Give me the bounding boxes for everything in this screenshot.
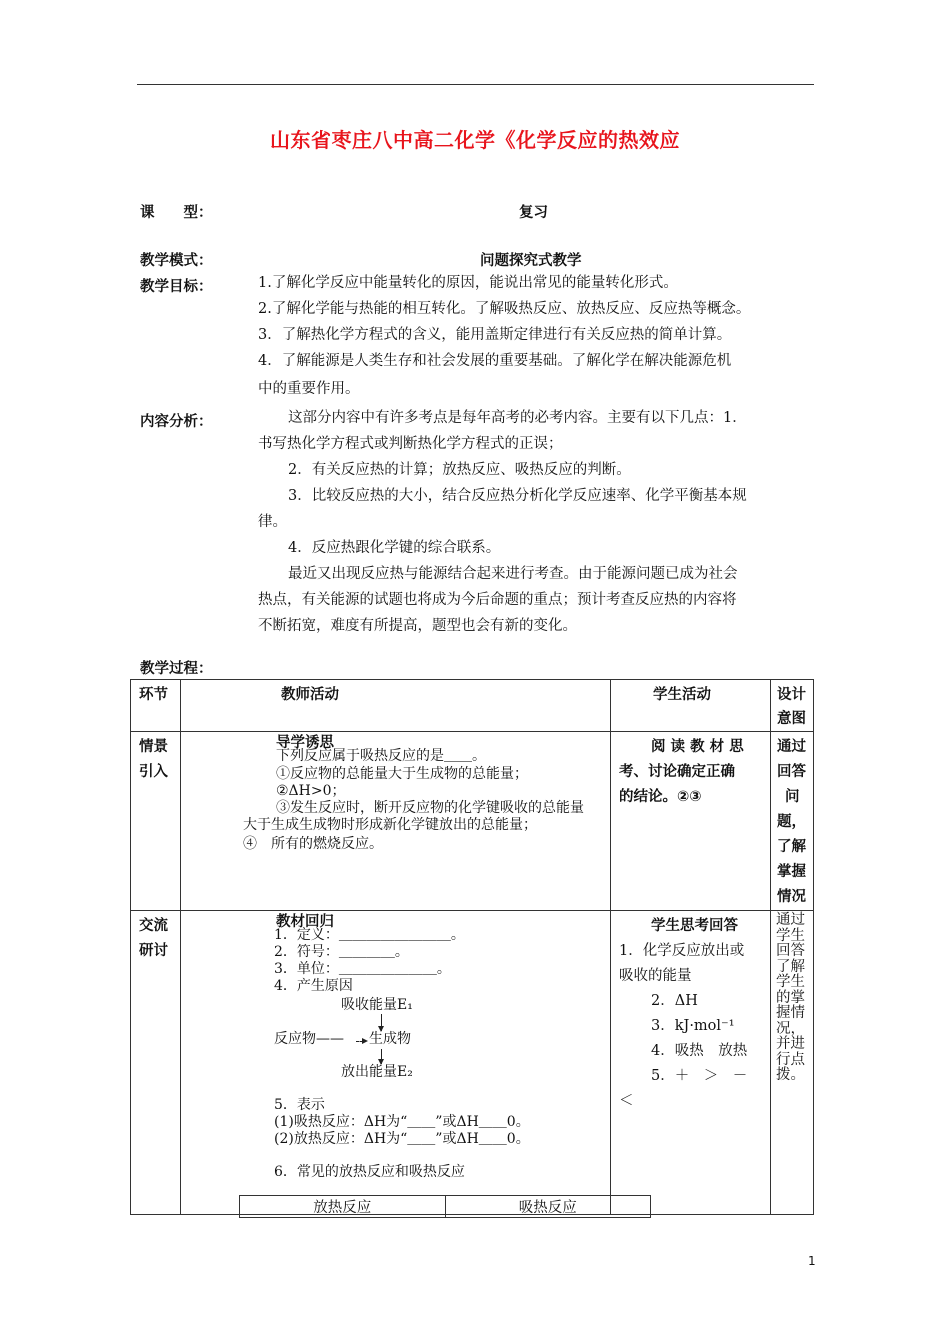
option-line: ③发生反应时，断开反应物的化学键吸收的总能量 <box>276 800 584 816</box>
content-analysis <box>258 405 814 639</box>
goal-item: 4．了解能源是人类生存和社会发展的重要基础。了解化学在解决能源危机 <box>258 353 732 369</box>
intent-cell <box>771 911 814 1215</box>
header-intent: 设计 意图 <box>771 680 814 732</box>
intent-text: 回答 <box>777 764 806 780</box>
intent-text: 学生 <box>776 927 805 944</box>
reaction-types-table <box>239 1195 651 1218</box>
student-answer: 4．吸热 放热 <box>651 1043 748 1059</box>
intent-text: 掌握 <box>777 864 806 880</box>
stage-text: 研讨 <box>139 943 168 959</box>
header-student: 学生活动 <box>611 680 771 732</box>
student-answer: 3．kJ·mol⁻¹ <box>651 1018 735 1034</box>
lesson-table <box>130 679 814 1215</box>
table-header-row <box>131 680 814 732</box>
common-title: 6．常见的放热反应和吸热反应 <box>274 1164 465 1180</box>
student-answer: 吸收的能量 <box>619 968 692 984</box>
goal-item: 中的重要作用。 <box>258 381 360 397</box>
header-teacher: 教师活动 <box>181 680 611 732</box>
mode-value: 问题探究式教学 <box>480 253 582 269</box>
header-rule <box>137 84 814 85</box>
student-answer: ＜ <box>619 1093 634 1109</box>
option-line: 大于生成生成物时形成新化学键放出的总能量； <box>243 817 537 833</box>
review-line: 1．定义：＿＿＿＿＿＿＿＿。 <box>274 927 465 943</box>
exothermic-header: 放热反应 <box>240 1196 446 1218</box>
process-label: 教学过程： <box>140 661 213 677</box>
represent-line: (2)放热反应：ΔH为“＿＿”或ΔH＿＿0。 <box>274 1131 530 1147</box>
intent-text: 并进 <box>776 1036 805 1052</box>
teacher-cell <box>181 911 611 1215</box>
content-line: 书写热化学方程式或判断热化学方程式的正误； <box>258 436 563 452</box>
content-line: 这部分内容中有许多考点是每年高考的必考内容。主要有以下几点：1． <box>288 410 747 426</box>
goal-item: 3．了解热化学方程式的含义，能用盖斯定律进行有关反应热的简单计算。 <box>258 327 732 343</box>
content-line: 2．有关反应热的计算；放热反应、吸热反应的判断。 <box>288 462 631 478</box>
review-line: 2．符号：＿＿＿＿。 <box>274 944 409 960</box>
absorb-energy-label: 吸收能量E₁ <box>341 997 413 1013</box>
student-text: 的结论。②③ <box>619 789 702 805</box>
intent-text: 行点 <box>776 1051 805 1068</box>
content-line: 热点，有关能源的试题也将成为今后命题的重点；预计考查反应热的内容将 <box>258 592 737 608</box>
intent-text: 的掌 <box>776 989 805 1006</box>
represent-line: (1)吸热反应：ΔH为“＿＿”或ΔH＿＿0。 <box>274 1114 530 1130</box>
section-title: 教材回归 <box>276 914 334 930</box>
stage-cell <box>131 911 181 1215</box>
table-row <box>131 732 814 911</box>
student-text: 阅 读 教 材 思 <box>651 739 744 755</box>
content-line: 不断拓宽，难度有所提高，题型也会有新的变化。 <box>258 618 577 634</box>
endothermic-header: 吸热反应 <box>445 1196 651 1218</box>
page-number: 1 <box>808 1254 816 1268</box>
content-line: 4．反应热跟化学键的综合联系。 <box>288 540 501 556</box>
student-cell <box>611 732 771 911</box>
option-line: ①反应物的总能量大于生成物的总能量； <box>276 766 528 782</box>
intent-text: 回答 <box>776 943 805 959</box>
stage-text: 交流 <box>139 918 168 934</box>
student-answer: 2．ΔH <box>651 993 698 1009</box>
header-stage: 环节 <box>131 680 181 732</box>
content-label: 内容分析： <box>140 414 213 430</box>
page-title: 山东省枣庄八中高二化学《化学反应的热效应 <box>270 128 680 152</box>
option-line: ②ΔH>0； <box>276 783 346 799</box>
content-line: 3．比较反应热的大小，结合反应热分析化学反应速率、化学平衡基本规 <box>288 488 747 504</box>
intent-text: 了解 <box>776 958 805 975</box>
intent-text: 题， <box>777 814 806 830</box>
goal-item: 1.了解化学反应中能量转化的原因，能说出常见的能量转化形式。 <box>258 275 678 291</box>
stage-cell <box>131 732 181 911</box>
student-text: 考、讨论确定正确 <box>619 764 735 780</box>
goal-list <box>258 270 814 402</box>
stage-text: 引入 <box>139 764 168 780</box>
stage-text: 情景 <box>139 739 168 755</box>
down-arrow-icon <box>381 1014 382 1031</box>
right-arrow-icon <box>356 1041 366 1042</box>
mode-label: 教学模式： <box>140 253 213 269</box>
intent-text: 通过 <box>776 912 805 928</box>
intent-text: 了解 <box>777 839 806 855</box>
reactant-label: 反应物—— <box>274 1031 344 1047</box>
goal-item: 2.了解化学能与热能的相互转化。了解吸热反应、放热反应、反应热等概念。 <box>258 301 751 317</box>
type-value: 复习 <box>519 205 548 221</box>
review-line: 4．产生原因 <box>274 978 353 994</box>
table-row <box>131 911 814 1215</box>
product-label: 生成物 <box>369 1031 411 1047</box>
intent-text: 通过 <box>777 739 806 755</box>
represent-title: 5．表示 <box>274 1097 325 1113</box>
content-line: 最近又出现反应热与能源结合起来进行考查。由于能源问题已成为社会 <box>288 566 738 582</box>
intent-text: 学生 <box>776 974 805 990</box>
student-title: 学生思考回答 <box>651 918 738 934</box>
release-energy-label: 放出能量E₂ <box>341 1064 413 1080</box>
intent-cell <box>771 732 814 911</box>
goal-label: 教学目标： <box>140 279 213 295</box>
review-line: 3．单位：＿＿＿＿＿＿＿。 <box>274 961 451 977</box>
student-answer: 5．＋ ＞ － <box>651 1068 748 1084</box>
intent-text: 拨。 <box>776 1067 805 1083</box>
down-arrow-icon <box>381 1049 382 1064</box>
intent-text: 握情 <box>776 1005 805 1021</box>
type-label: 课 型： <box>140 205 213 221</box>
student-answer: 1．化学反应放出或 <box>619 943 745 959</box>
student-cell <box>611 911 771 1215</box>
teacher-cell <box>181 732 611 911</box>
content-line: 律。 <box>258 514 287 530</box>
section-title: 导学诱思 <box>276 735 334 751</box>
intent-text: 况， <box>776 1020 805 1037</box>
intent-text: 问 <box>785 789 800 805</box>
option-line: ④ 所有的燃烧反应。 <box>243 836 383 852</box>
intent-text: 情况 <box>777 889 806 905</box>
question-line: 下列反应属于吸热反应的是＿＿。 <box>276 748 486 764</box>
